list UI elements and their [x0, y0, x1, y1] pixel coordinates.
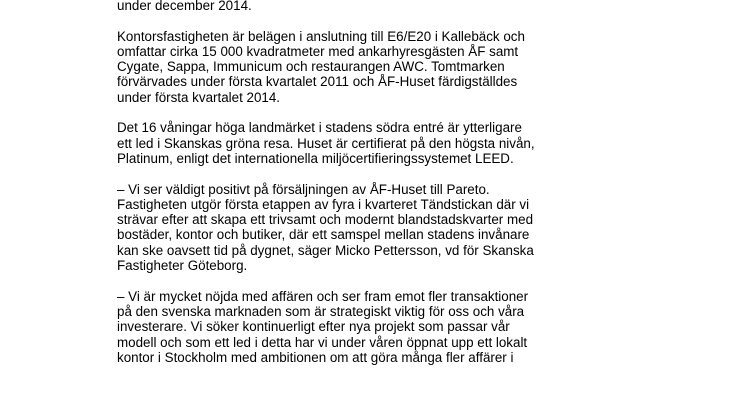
text-line: kan ske oavsett tid på dygnet, säger Micko Pettersson, vd för Skanska — [117, 242, 534, 258]
paragraph-1 — [117, 0, 617, 13]
text-line: under första kvartalet 2014. — [117, 89, 281, 105]
text-line: Fastigheten utgör första etappen av fyra i kvarteret Tändstickan där vi — [117, 196, 530, 212]
text-line: omfattar cirka 15 000 kvadratmeter med ankarhyresgästen ÅF samt — [117, 43, 519, 59]
paragraph-3 — [117, 120, 617, 166]
text-line: Platinum, enligt det internationella miljöcertifieringssystemet LEED. — [117, 150, 514, 166]
text-line: Cygate, Sappa, Immunicum och restaurangen AWC. Tomtmarken — [117, 59, 505, 75]
text-line: Kontorsfastigheten är belägen i anslutning till E6/E20 i Kallebäck och — [117, 28, 525, 44]
paragraph-2 — [117, 29, 617, 105]
text-line: investerare. Vi söker kontinuerligt efter nya projekt som passar vår — [117, 319, 510, 335]
text-line: ett led i Skanskas gröna resa. Huset är certifierat på den högsta nivån, — [117, 135, 535, 151]
text-line: Fastigheter Göteborg. — [117, 258, 248, 274]
text-line: under december 2014. — [117, 0, 252, 13]
paragraph-5 — [117, 289, 617, 365]
text-line: modell och som ett led i detta har vi under våren öppnat upp ett lokalt — [117, 334, 528, 350]
text-line: strävar efter att skapa ett trivsamt och modernt blandstadskvarter med — [117, 212, 534, 228]
text-line: kontor i Stockholm med ambitionen om att göra många fler affärer i — [117, 349, 514, 365]
paragraph-4 — [117, 182, 617, 274]
text-line: – Vi ser väldigt positivt på försäljningen av ÅF-Huset till Pareto. — [117, 181, 490, 197]
text-line: – Vi är mycket nöjda med affären och ser fram emot fler transaktioner — [117, 288, 529, 304]
text-line: förvärvades under första kvartalet 2011 och ÅF-Huset färdigställdes — [117, 74, 518, 90]
text-line: på den svenska marknaden som är strategiskt viktig för oss och våra — [117, 303, 525, 319]
text-line: bostäder, kontor och butiker, där ett samspel mellan stadens invånare — [117, 227, 530, 243]
article-body — [117, 0, 617, 380]
text-line: Det 16 våningar höga landmärket i stadens södra entré är ytterligare — [117, 120, 522, 136]
